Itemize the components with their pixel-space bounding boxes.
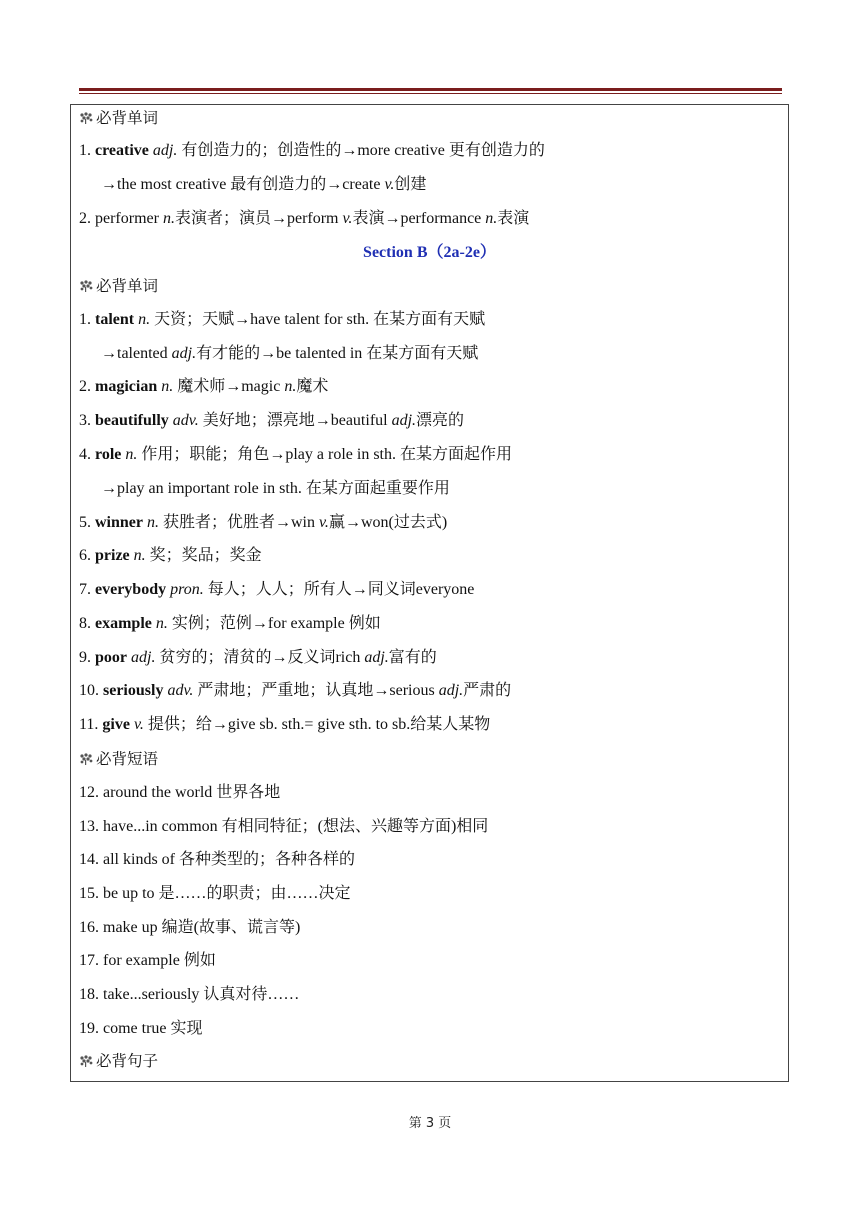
- vocab-item-example: 8. example n. 实例；范例→for example 例如: [79, 615, 381, 632]
- flower-icon: [79, 753, 94, 765]
- phrase-item: 12. around the world 世界各地: [79, 784, 281, 801]
- vocab-item-seriously: 10. seriously adv. 严肃地；严重地；认真地→serious adj.严肃的: [79, 682, 512, 699]
- phrase-item: 18. take...seriously 认真对待……: [79, 986, 300, 1003]
- flower-icon: [79, 280, 94, 292]
- phrase-item: 19. come true 实现: [79, 1020, 203, 1037]
- vocab-item-creative-cont: →the most creative 最有创造力的→create v.创建: [101, 176, 427, 193]
- phrase-item: 15. be up to 是……的职责；由……决定: [79, 885, 351, 902]
- phrase-item: 17. for example 例如: [79, 952, 216, 969]
- vocab-item-role: 4. role n. 作用；职能；角色→play a role in sth. 在某方面起作用: [79, 446, 513, 463]
- phrase-item: 13. have...in common 有相同特征；(想法、兴趣等方面)相同: [79, 818, 489, 835]
- vocab-item-performer: 2. performer n.表演者；演员→perform v.表演→performance n.表演: [79, 210, 530, 227]
- vocab-item-everybody: 7. everybody pron. 每人；人人；所有人→同义词everyone: [79, 581, 475, 598]
- vocab-item-prize: 6. prize n. 奖；奖品；奖金: [79, 547, 262, 564]
- vocab-header-1: 必背单词: [79, 108, 158, 128]
- vocab-item-role-cont: →play an important role in sth. 在某方面起重要作用: [101, 480, 450, 497]
- flower-icon: [79, 1055, 94, 1067]
- flower-icon: [79, 112, 94, 124]
- vocab-item-poor: 9. poor adj. 贫穷的；清贫的→反义词rich adj.富有的: [79, 649, 437, 666]
- vocab-header-2: 必背单词: [79, 276, 158, 296]
- vocab-item-talent: 1. talent n. 天资；天赋→have talent for sth. 在某方面有天赋: [79, 311, 486, 328]
- phrases-header: 必背短语: [79, 749, 158, 769]
- vocab-item-winner: 5. winner n. 获胜者；优胜者→win v.赢→won(过去式): [79, 514, 448, 531]
- vocab-item-magician: 2. magician n. 魔术师→magic n.魔术: [79, 378, 329, 395]
- page-number: 第 3 页: [408, 1116, 452, 1131]
- sentences-header: 必背句子: [79, 1051, 158, 1071]
- header-rule-thin: [79, 93, 782, 94]
- vocab-item-give: 11. give v. 提供；给→give sb. sth.= give sth. to sb.给某人某物: [79, 716, 491, 733]
- phrase-item: 14. all kinds of 各种类型的；各种各样的: [79, 851, 355, 868]
- header-rule-thick: [79, 88, 782, 91]
- phrase-item: 16. make up 编造(故事、谎言等): [79, 919, 301, 936]
- vocab-item-talent-cont: →talented adj.有才能的→be talented in 在某方面有天赋: [101, 345, 479, 362]
- vocab-item-creative: 1. creative adj. 有创造力的；创造性的→more creative 更有创造力的: [79, 142, 545, 159]
- section-title: Section B（2a-2e）: [363, 244, 496, 261]
- content-box: [70, 104, 789, 1082]
- vocab-item-beautifully: 3. beautifully adv. 美好地；漂亮地→beautiful adj.漂亮的: [79, 412, 465, 429]
